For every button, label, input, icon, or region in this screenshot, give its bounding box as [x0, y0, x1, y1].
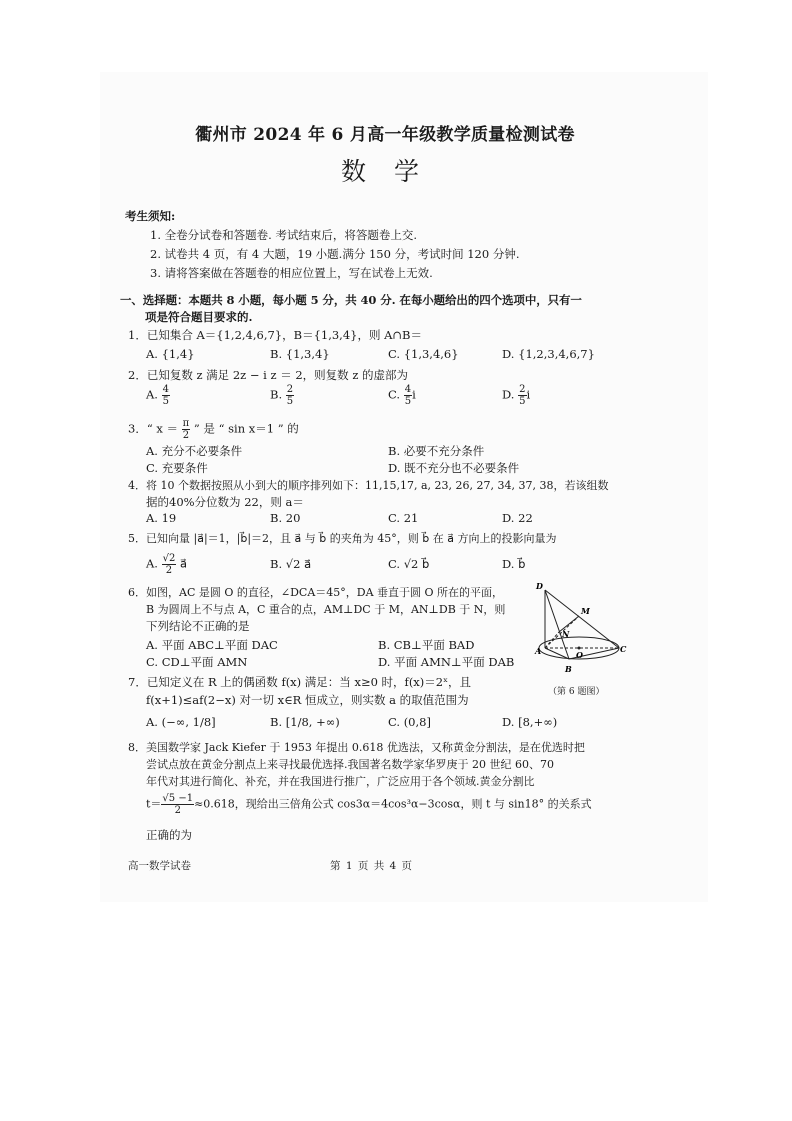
- q1-option-a: A. {1,4}: [146, 347, 195, 361]
- q3-stem: 3．“ x ＝ $\frac{\pi}{2}$ ” 是 “ sin x＝1 ” 的: [128, 418, 299, 441]
- q6-option-d: D. 平面 AMN⊥平面 DAB: [378, 655, 515, 669]
- footer-page-number: 第 1 页 共 4 页: [330, 860, 414, 872]
- section-heading-line1: 一、选择题：本题共 8 小题，每小题 5 分，共 40 分. 在每小题给出的四个选项中，只有一: [120, 293, 582, 307]
- q5-option-a: A. $\frac{√2}{2}$ a⃗: [146, 553, 188, 576]
- q7-line1: 7．已知定义在 R 上的偶函数 f(x) 满足：当 x≥0 时，f(x)＝2ˣ，且: [128, 675, 471, 689]
- exam-title: 衢州市 2024 年 6 月高一年级教学质量检测试卷: [195, 125, 575, 145]
- q4-line2: 据的40%分位数为 22，则 a＝: [146, 495, 304, 509]
- q5-option-b: B. √2 a⃗: [270, 557, 312, 571]
- q1-option-c: C. {1,3,4,6}: [388, 347, 459, 361]
- q4-option-d: D. 22: [502, 511, 533, 525]
- q2-option-b: B. $\frac{2}{5}$: [270, 384, 294, 407]
- q3-option-a: A. 充分不必要条件: [146, 444, 243, 458]
- point-d-label: D: [536, 581, 543, 591]
- notice-item-2: 2. 试卷共 4 页，有 4 大题，19 小题.满分 150 分，考试时间 120 分钟.: [150, 247, 520, 261]
- q7-option-a: A. (−∞, 1/8]: [146, 715, 216, 729]
- q5-stem: 5．已知向量 |a⃗|＝1，|b⃗|＝2，且 a⃗ 与 b⃗ 的夹角为 45°，则 b⃗ 在 a⃗ 方向上的投影向量为: [128, 532, 557, 545]
- q4-line1: 4．将 10 个数据按照从小到大的顺序排列如下：11,15,17, a, 23, 26, 27, 34, 37, 38，若该组数: [128, 479, 609, 492]
- q6-line1: 6．如图，AC 是圆 O 的直径，∠DCA＝45°，DA 垂直于圆 O 所在的平面，: [128, 586, 504, 599]
- q6-line3: 下列结论不正确的是: [146, 619, 250, 633]
- q3-option-d: D. 既不充分也不必要条件: [388, 461, 520, 475]
- q4-option-c: C. 21: [388, 511, 419, 525]
- q7-line2: f(x+1)≤af(2−x) 对一切 x∈R 恒成立，则实数 a 的取值范围为: [146, 693, 469, 707]
- notice-heading: 考生须知:: [125, 209, 176, 223]
- q8-line4: t＝ $\frac{√5 -1}{2}$ ≈0.618，现给出三倍角公式 cos3α＝4cos³α−3cosα，则 t 与 sin18° 的关系式: [146, 793, 592, 816]
- q3-option-c: C. 充要条件: [146, 461, 208, 475]
- q4-option-a: A. 19: [146, 511, 177, 525]
- q6-option-a: A. 平面 ABC⊥平面 DAC: [146, 638, 278, 652]
- q5-option-d: D. b⃗: [502, 557, 526, 571]
- q8-line1: 8．美国数学家 Jack Kiefer 于 1953 年提出 0.618 优选法，又称黄金分割法，是在优选时把: [128, 741, 585, 754]
- point-n-label: N: [562, 629, 570, 639]
- point-o-label: O: [576, 650, 583, 660]
- q4-option-b: B. 20: [270, 511, 301, 525]
- q2-option-c: C. $\frac{4}{5}$ i: [388, 384, 416, 407]
- q8-line3: 年代对其进行简化、补充，并在我国进行推广，广泛应用于各个领域.黄金分割比: [146, 775, 535, 788]
- q3-option-b: B. 必要不充分条件: [388, 444, 485, 458]
- q2-option-a: A. $\frac{4}{5}$: [146, 384, 169, 407]
- q8-line2: 尝试点放在黄金分割点上来寻找最优选择.我国著名数学家华罗庚于 20 世纪 60、70: [146, 758, 554, 771]
- q7-option-d: D. [8,+∞): [502, 715, 558, 729]
- q7-option-c: C. (0,8]: [388, 715, 431, 729]
- point-a-label: A: [535, 646, 542, 656]
- q1-option-b: B. {1,3,4}: [270, 347, 330, 361]
- q5-option-c: C. √2 b⃗: [388, 557, 430, 571]
- point-c-label: C: [620, 644, 627, 654]
- notice-item-1: 1. 全卷分试卷和答题卷. 考试结束后，将答题卷上交.: [150, 228, 418, 242]
- q2-stem: 2．已知复数 z 满足 2z − i z ＝ 2，则复数 z 的虚部为: [128, 368, 409, 382]
- q1-option-d: D. {1,2,3,4,6,7}: [502, 347, 595, 361]
- footer-left: 高一数学试卷: [128, 860, 191, 872]
- q7-option-b: B. [1/8, +∞): [270, 715, 340, 729]
- q6-option-b: B. CB⊥平面 BAD: [378, 638, 475, 652]
- q6-line2: B 为圆周上不与点 A，C 重合的点，AM⊥DC 于 M，AN⊥DB 于 N，则: [146, 603, 506, 616]
- notice-item-3: 3. 请将答案做在答题卷的相应位置上，写在试卷上无效.: [150, 266, 433, 280]
- q6-option-c: C. CD⊥平面 AMN: [146, 655, 248, 669]
- q6-geometry-figure: [532, 580, 628, 676]
- point-m-label: M: [581, 606, 590, 616]
- q1-stem: 1．已知集合 A＝{1,2,4,6,7}，B＝{1,3,4}，则 A∩B＝: [128, 328, 423, 342]
- q8-line5: 正确的为: [146, 828, 192, 842]
- point-b-label: B: [565, 664, 572, 674]
- section-heading-line2: 项是符合题目要求的.: [145, 310, 253, 324]
- q6-figure-caption: （第 6 题图）: [548, 687, 605, 697]
- q2-option-d: D. $\frac{2}{5}$ i: [502, 384, 531, 407]
- exam-subject: 数 学: [341, 157, 429, 186]
